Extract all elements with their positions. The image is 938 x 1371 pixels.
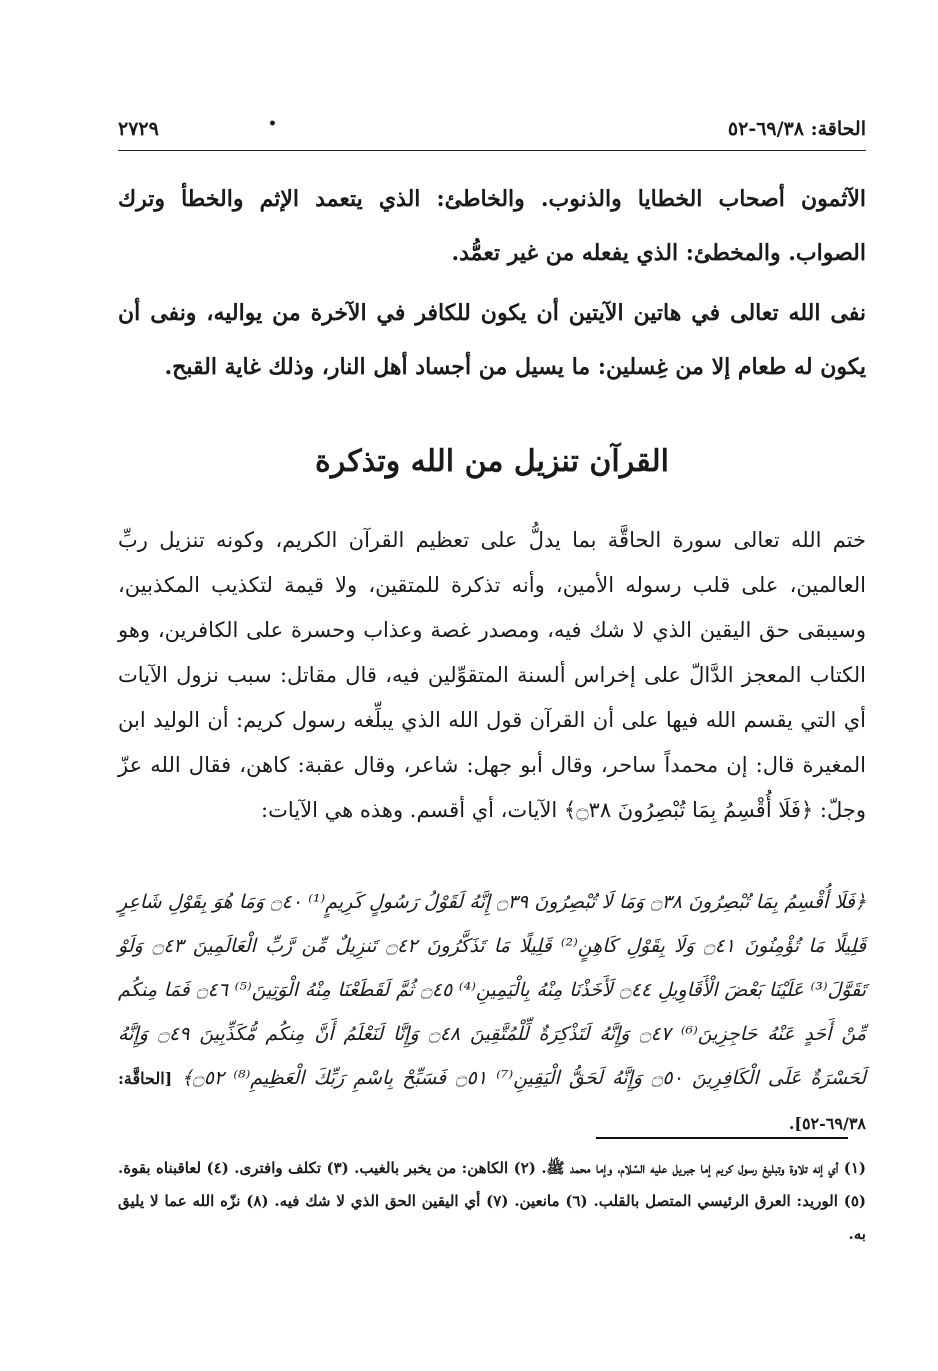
quran-verses <box>118 880 866 1146</box>
commentary-paragraph: نفى الله تعالى في هاتين الآيتين أن يكون للكافر في الآخرة من يواليه، ونفى أن يكون له طعام إلا من غِسلين: ما يسيل من أجساد أهل النار، وذلك غاية القبح. <box>118 300 866 380</box>
verses-text: ﴿فَلَا أُقْسِمُ بِمَا تُبْصِرُونَ ۝٣٨ وَمَا لَا تُبْصِرُونَ ۝٣٩ إِنَّهُ لَقَوْلُ رَسُولٍ كَرِيمٍ⁽¹⁾ ۝٤٠ وَمَا هُوَ بِقَوْلِ شَاعِرٍ قَلِيلًا مَا تُؤْمِنُونَ ۝٤١ وَلَا بِقَوْلِ كَاهِنٍ⁽²⁾ قَلِيلًا مَا تَذَكَّرُونَ ۝٤٢ تَنزِيلٌ مِّن رَّبِّ الْعَالَمِينَ ۝٤٣ وَلَوْ تَقَوَّلَ⁽³⁾ عَلَيْنَا بَعْضَ الْأَقَاوِيلِ ۝٤٤ لَأَخَذْنَا مِنْهُ بِالْيَمِينِ⁽⁴⁾ ۝٤٥ ثُمَّ لَقَطَعْنَا مِنْهُ الْوَتِينَ⁽⁵⁾ ۝٤٦ فَمَا مِنكُم مِّنْ أَحَدٍ عَنْهُ حَاجِزِينَ⁽⁶⁾ ۝٤٧ وَإِنَّهُ لَتَذْكِرَةٌ لِّلْمُتَّقِينَ ۝٤٨ وَإِنَّا لَنَعْلَمُ أَنَّ مِنكُم مُّكَذِّبِينَ ۝٤٩ وَإِنَّهُ لَحَسْرَةٌ عَلَى الْكَافِرِينَ ۝٥٠ وَإِنَّهُ لَحَقُّ الْيَقِينِ⁽⁷⁾ ۝٥١ فَسَبِّحْ بِاسْمِ رَبِّكَ الْعَظِيمِ⁽⁸⁾ ۝٥٢﴾ <box>118 891 867 1089</box>
chapter-reference: الحاقة: ٦٩/٣٨-٥٢ <box>727 118 866 140</box>
header-dot: • <box>268 116 277 132</box>
book-page <box>118 0 866 1371</box>
page-number: ٢٧٢٩ <box>118 118 159 140</box>
footnote-rule <box>596 1137 848 1139</box>
verses-citation: [الحاقَّة: ٦٩/٣٨-٥٢]. <box>118 1069 866 1133</box>
running-header <box>118 112 866 146</box>
section-title: القرآن تنزيل من الله وتذكرة <box>315 444 669 479</box>
header-rule <box>118 150 866 151</box>
body-paragraph: ختم الله تعالى سورة الحاقَّة بما يدلُّ على تعظيم القرآن الكريم، وكونه تنزيل ربِّ العالمين، على قلب رسوله الأمين، وأنه تذكرة للمتقين، ولا قيمة لتكذيب المكذبين، وسيبقى حق اليقين الذي لا شك فيه، ومصدر غصة وعذاب وحسرة على الكافرين، وهو الكتاب المعجز الدَّالّ على إخراس ألسنة المتقوِّلين فيه، قال مقاتل: سبب نزول الآيات أي التي يقسم الله فيها على أن القرآن قول الله الذي يبلِّغه رسول كريم: أن الوليد ابن المغيرة قال: إن محمداً ساحر، وقال أبو جهل: شاعر، وقال عقبة: كاهن، فقال الله عزّ وجلّ: ﴿فَلَا أُقْسِمُ بِمَا تُبْصِرُونَ ۝٣٨﴾ الآيات، أي أقسم. وهذه هي الآيات: <box>118 528 866 822</box>
footnotes: (١) أي إنه تلاوة وتبليغ رسول كريم إما جبريل عليه السّلام، وإما محمد ﷺ. (٢) الكاهن: من يخبر بالغيب. (٣) تكلف وافترى. (٤) لعاقبناه بقوة. (٥) الوريد: العرق الرئيسي المتصل بالقلب. (٦) مانعين. (٧) أي اليقين الحق الذي لا شك فيه. (٨) نزّه الله عما لا يليق به. <box>118 1159 867 1243</box>
glossary-paragraph: الآثمون أصحاب الخطايا والذنوب. والخاطئ: الذي يتعمد الإثم والخطأ وترك الصواب. والمخطئ: الذي يفعله من غير تعمُّد. <box>118 186 866 266</box>
